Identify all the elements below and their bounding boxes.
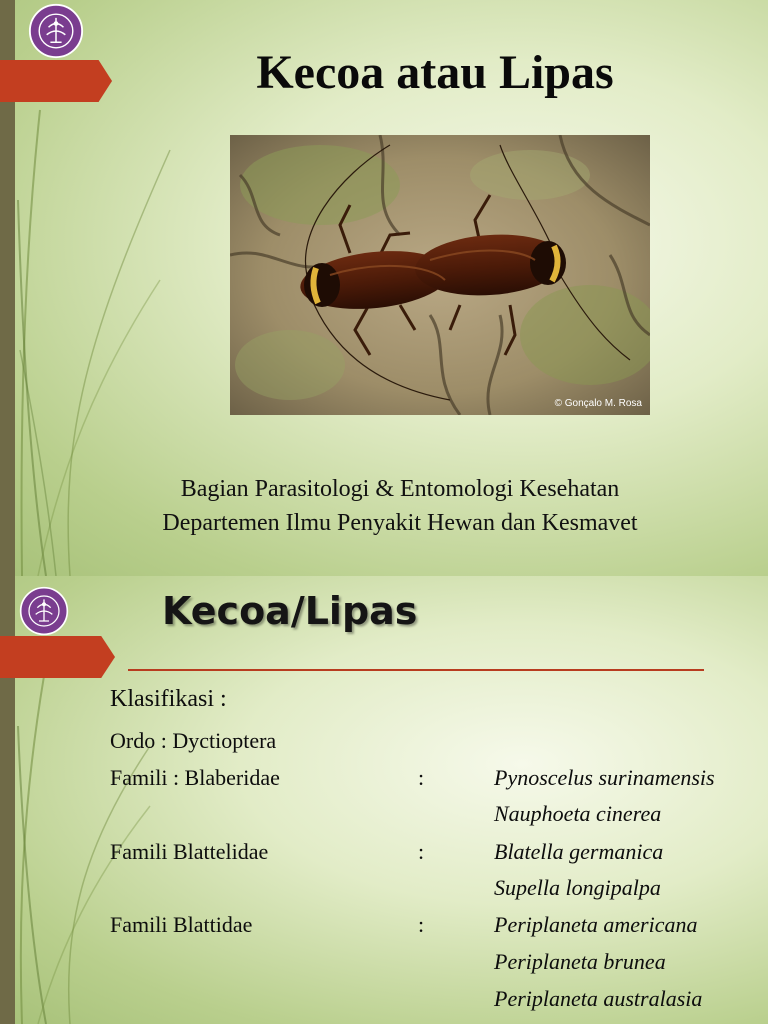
species-name: Supella longipalpa: [494, 875, 661, 900]
title-underline: [128, 669, 704, 671]
family-name: Famili : Blaberidae: [110, 765, 280, 790]
red-arrow-icon: [0, 60, 112, 102]
department-line-1: Bagian Parasitologi & Entomologi Kesehatan: [180, 476, 620, 502]
species-name: Blatella germanica: [494, 839, 664, 864]
slide-title-heading: Kecoa atau Lipas: [256, 46, 614, 99]
species-name: Pynoscelus surinamensis: [494, 765, 715, 790]
species-name: Periplaneta americana: [494, 912, 698, 937]
red-arrow-icon: [0, 636, 115, 678]
species-name: Periplaneta brunea: [494, 949, 666, 974]
institution-logo-icon: [28, 3, 84, 59]
department-line-2: Departemen Ilmu Penyakit Hewan dan Kesmavet: [162, 510, 638, 536]
family-name: Famili Blattidae: [110, 912, 253, 937]
institution-logo-icon: [19, 586, 69, 636]
family-separator: :: [418, 912, 425, 937]
family-separator: :: [418, 765, 425, 790]
cockroach-image-icon: [230, 135, 650, 415]
cockroach-photo: [230, 135, 650, 415]
family-separator: :: [418, 839, 425, 864]
classification-heading: Klasifikasi :: [110, 686, 227, 712]
ordo-line: Ordo : Dyctioptera: [110, 728, 277, 753]
species-name: Periplaneta australasia: [494, 986, 703, 1011]
species-name: Nauphoeta cinerea: [494, 801, 662, 826]
family-name: Famili Blattelidae: [110, 839, 269, 864]
slide2-title-heading: Kecoa/Lipas: [162, 589, 418, 633]
photo-credit: © Gonçalo M. Rosa: [554, 398, 642, 409]
